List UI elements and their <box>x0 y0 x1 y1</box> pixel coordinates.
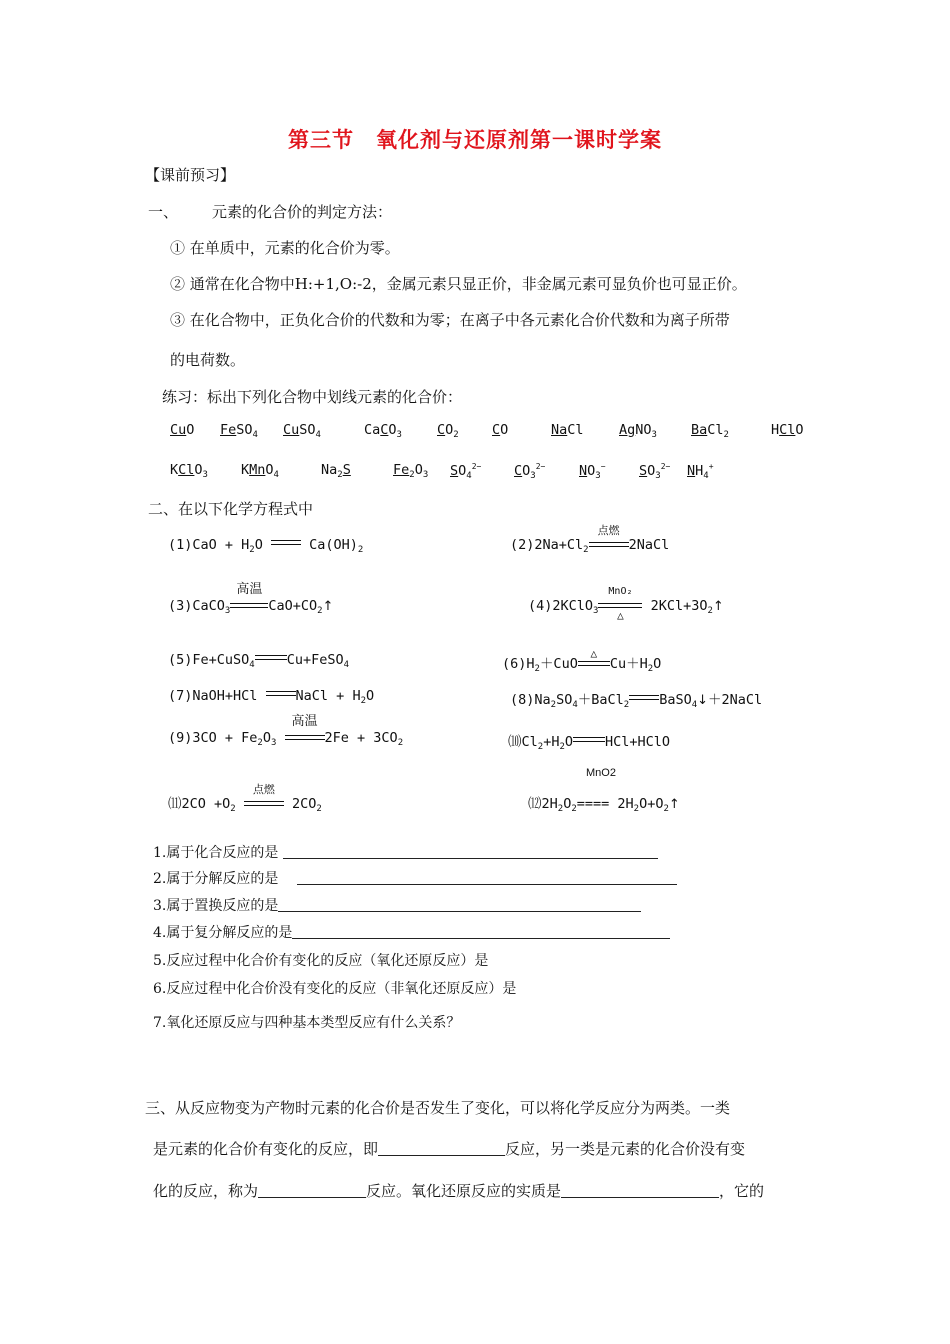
equation-6: $(6)H_2+CuO$ △ $Cu+H_2O$ <box>502 647 662 674</box>
section3-line3: 化的反应，称为 反应。氧化还原反应的实质是 ，它的 <box>153 1182 765 1200</box>
equation-5: (5)Fe+CuSO$_4$ Cu+FeSO$_4$ <box>168 652 350 670</box>
compound-fe2o3: $Fe_2O_3$ <box>393 462 429 480</box>
blank-redox-name[interactable] <box>378 1141 505 1156</box>
compound-kclo3: KClO$_3$ <box>170 462 208 480</box>
compound-feso4: FeSO$_4$ <box>220 422 258 440</box>
ion-no3: $NO_3^-$ <box>579 462 606 481</box>
rule-2: ② 通常在化合物中H:+1,O:-2，金属元素只显正价，非金属元素可显负价也可显正价。 <box>170 275 747 293</box>
equation-3: (3)CaCO$_3$ 高温 $CaO+CO_2↑$ <box>168 582 334 616</box>
compound-hclo: HClO <box>771 422 804 438</box>
equation-10: $⑽Cl_2+H_2O$ HCl+HClO <box>508 734 671 752</box>
equation-12: $⑿2H_2O_2====$ $2H_2O+O_2↑$ <box>528 796 680 814</box>
compound-caco3: CaCO$_3$ <box>364 422 402 440</box>
blank-redox-essence[interactable] <box>561 1183 719 1198</box>
answer-blank-3[interactable] <box>278 897 641 912</box>
question-6: 6.反应过程中化合价没有变化的反应（非氧化还原反应）是 <box>153 981 517 997</box>
page-title: 第三节 氧化剂与还原剂第一课时学案 <box>288 127 662 152</box>
equation-11: ⑾2CO $+O_2$ 点燃 $2CO_2$ <box>168 783 322 814</box>
ion-so3: $SO_3^{2-}$ <box>639 462 671 481</box>
blank-nonredox-name[interactable] <box>258 1183 366 1198</box>
question-1: 1.属于化合反应的是 <box>153 842 658 862</box>
ion-co3: $CO_3^{2-}$ <box>514 462 546 481</box>
compound-bacl2: BaCl$_2$ <box>691 422 729 440</box>
answer-blank-1[interactable] <box>283 844 658 859</box>
answer-blank-2[interactable] <box>297 870 677 885</box>
preview-heading: 【课前预习】 <box>145 166 236 184</box>
question-7: 7.氧化还原反应与四种基本类型反应有什么关系？ <box>153 1015 461 1031</box>
section3-line1: 三、从反应物变为产物时元素的化合价是否发生了变化，可以将化学反应分为两类。一类 <box>145 1099 731 1117</box>
rule-3a: ③ 在化合物中，正负化合价的代数和为零；在离子中各元素化合价代数和为离子所带 <box>170 311 730 329</box>
section3-line2: 是元素的化合价有变化的反应，即 反应，另一类是元素的化合价没有变 <box>153 1140 746 1158</box>
equation-2: $(2)2Na+Cl_2$ 点燃 2NaCl <box>510 524 670 555</box>
equation-4: (4)2KClO$_3$ MnO₂ △ $2KCl+3O_2↑$ <box>528 586 724 622</box>
question-2: 2.属于分解反应的是 <box>153 868 677 888</box>
equation-8: $(8)Na_2SO_4+BaCl_2$ BaSO$_4$↓＋2NaCl <box>510 692 763 710</box>
section1-number: 一、 <box>148 203 179 221</box>
equation-7: (7)NaOH+HCl NaCl + $H_2O$ <box>168 688 375 706</box>
section1-heading: 元素的化合价的判定方法： <box>212 203 393 221</box>
compound-cuo: CuO <box>170 422 195 438</box>
compound-kmno4: KMnO$_4$ <box>241 462 279 480</box>
answer-blank-4[interactable] <box>292 924 670 939</box>
compound-co2: $CO_2$ <box>437 422 459 440</box>
question-5: 5.反应过程中化合价有变化的反应（氧化还原反应）是 <box>153 953 489 969</box>
ion-so4: $SO_4^{2-}$ <box>450 462 482 481</box>
question-4: 4.属于复分解反应的是 <box>153 922 670 942</box>
equation-1: $(1)CaO + H_2O$ $Ca(OH)_2$ <box>168 537 364 555</box>
rule-3b: 的电荷数。 <box>170 351 246 369</box>
question-3: 3.属于置换反应的是 <box>153 895 641 915</box>
compound-co: CO <box>492 422 509 438</box>
equation-12-catalyst: MnO2 <box>586 767 616 779</box>
compound-na2s: $Na_2S$ <box>321 462 351 480</box>
compound-agno3: AgNO$_3$ <box>619 422 657 440</box>
equation-9: $(9)3CO + Fe_2O_3$ 高温 $2Fe + 3CO_2$ <box>168 714 404 748</box>
compound-nacl: NaCl <box>551 422 584 438</box>
ion-nh4: $NH_4^+$ <box>687 462 714 481</box>
rule-1: ① 在单质中，元素的化合价为零。 <box>170 239 400 257</box>
section2-heading: 二、在以下化学方程式中 <box>148 500 314 518</box>
compound-cuso4: CuSO$_4$ <box>283 422 321 440</box>
exercise-instruction: 练习：标出下列化合物中划线元素的化合价： <box>162 388 463 406</box>
